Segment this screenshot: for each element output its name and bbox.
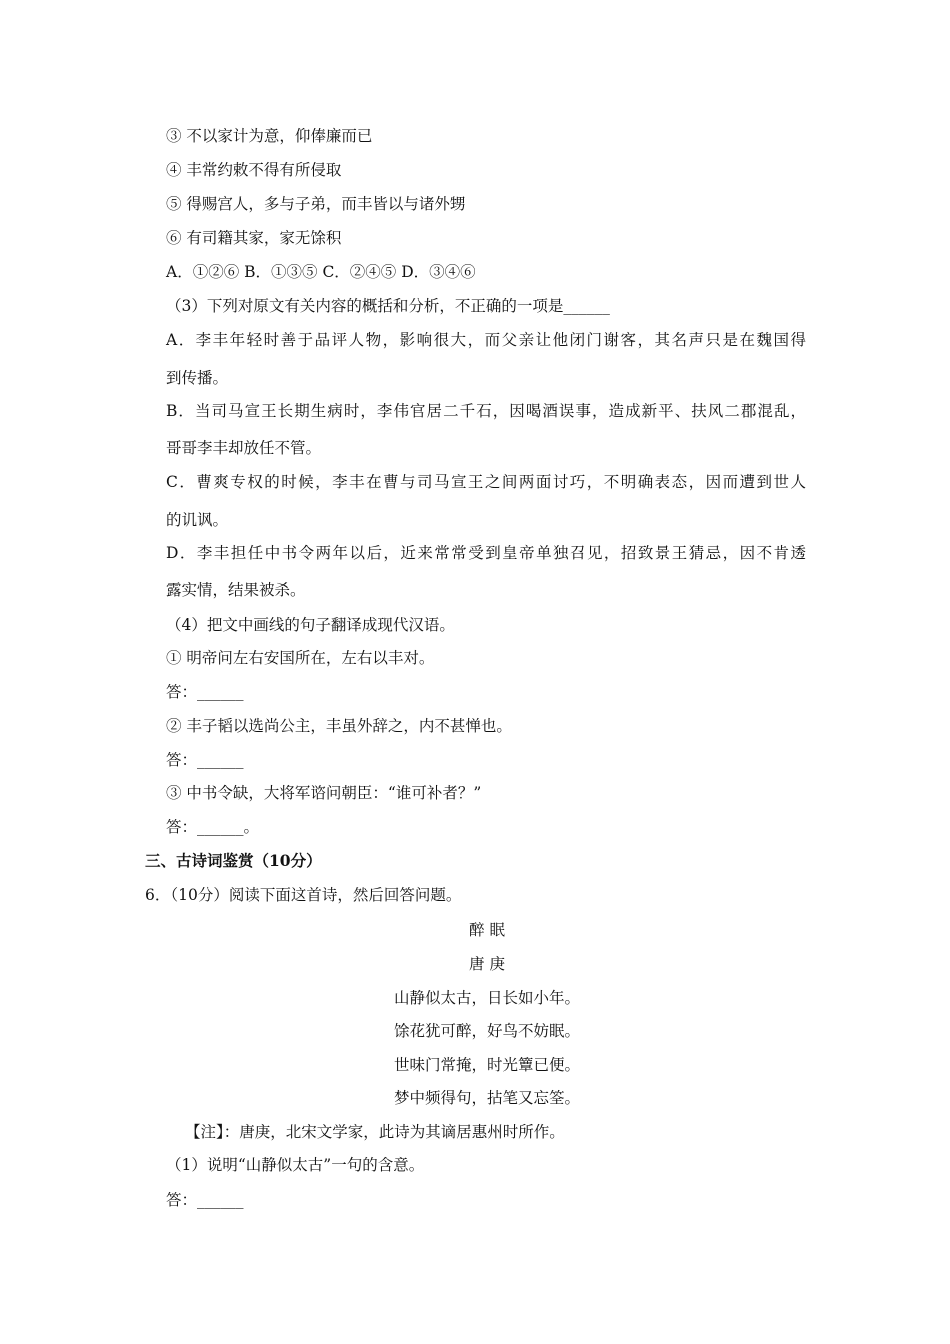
poem-note: 【注】：唐庚，北宋文学家，此诗为其谪居惠州时所作。 xyxy=(185,1123,565,1141)
q3-choice-b: B．当司马宣王长期生病时，李伟官居二千石，因喝酒误事，造成新平、扶风二郡混乱， xyxy=(166,402,806,420)
q3-choice-d: D．李丰担任中书令两年以后，近来常常受到皇帝单独召见，招致景王猜忌，因不肯透 xyxy=(166,544,806,562)
section-heading: 三、古诗词鉴赏（10分） xyxy=(145,851,322,870)
poem-author: 唐 庚 xyxy=(469,955,505,973)
q2-choices: A．①②⑥ B．①③⑤ C．②④⑤ D．③④⑥ xyxy=(166,263,476,281)
q4-answer-3: 答：______。 xyxy=(166,818,260,836)
poem-line: 梦中频得句，拈笔又忘筌。 xyxy=(393,1089,580,1107)
option-6: ⑥ 有司籍其家，家无馀积 xyxy=(166,229,342,247)
q4-answer-2: 答：______ xyxy=(166,751,244,769)
q4-answer-1: 答：______ xyxy=(166,683,244,701)
q6-sub-1: （1）说明“山静似太古”一句的含意。 xyxy=(166,1156,425,1174)
poem-line: 世味门常掩，时光簟已便。 xyxy=(393,1056,580,1074)
q3-prompt: （3）下列对原文有关内容的概括和分析，不正确的一项是______ xyxy=(166,297,610,315)
q3-choice-c-cont: 的讥讽。 xyxy=(166,511,229,529)
q3-choice-c: C．曹爽专权的时候，李丰在曹与司马宣王之间两面讨巧，不明确表态，因而遭到世人 xyxy=(166,473,806,491)
q4-sentence-1: ① 明帝问左右安国所在，左右以丰对。 xyxy=(166,649,435,667)
option-3: ③ 不以家计为意，仰俸廉而已 xyxy=(166,127,373,145)
q3-choice-d-cont: 露实情，结果被杀。 xyxy=(166,581,306,599)
poem-line: 山静似太古，日长如小年。 xyxy=(393,989,580,1007)
q3-choice-a-cont: 到传播。 xyxy=(166,369,229,387)
q4-prompt: （4）把文中画线的句子翻译成现代汉语。 xyxy=(166,616,455,634)
q3-choice-a: A．李丰年轻时善于品评人物，影响很大，而父亲让他闭门谢客，其名声只是在魏国得 xyxy=(166,331,806,349)
q6-prompt: 6．（10分）阅读下面这首诗，然后回答问题。 xyxy=(145,886,462,904)
q4-sentence-3: ③ 中书令缺，大将军谘问朝臣：“谁可补者？” xyxy=(166,784,482,802)
option-4: ④ 丰常约敕不得有所侵取 xyxy=(166,161,342,179)
q3-choice-b-cont: 哥哥李丰却放任不管。 xyxy=(166,439,322,457)
option-5: ⑤ 得赐宫人，多与子弟，而丰皆以与诸外甥 xyxy=(166,195,466,213)
poem-line: 馀花犹可醉，好鸟不妨眠。 xyxy=(393,1022,580,1040)
q4-sentence-2: ② 丰子韬以选尚公主，丰虽外辞之，内不甚惮也。 xyxy=(166,717,512,735)
q6-answer-1: 答：______ xyxy=(166,1191,244,1209)
poem-title: 醉 眠 xyxy=(469,921,505,939)
